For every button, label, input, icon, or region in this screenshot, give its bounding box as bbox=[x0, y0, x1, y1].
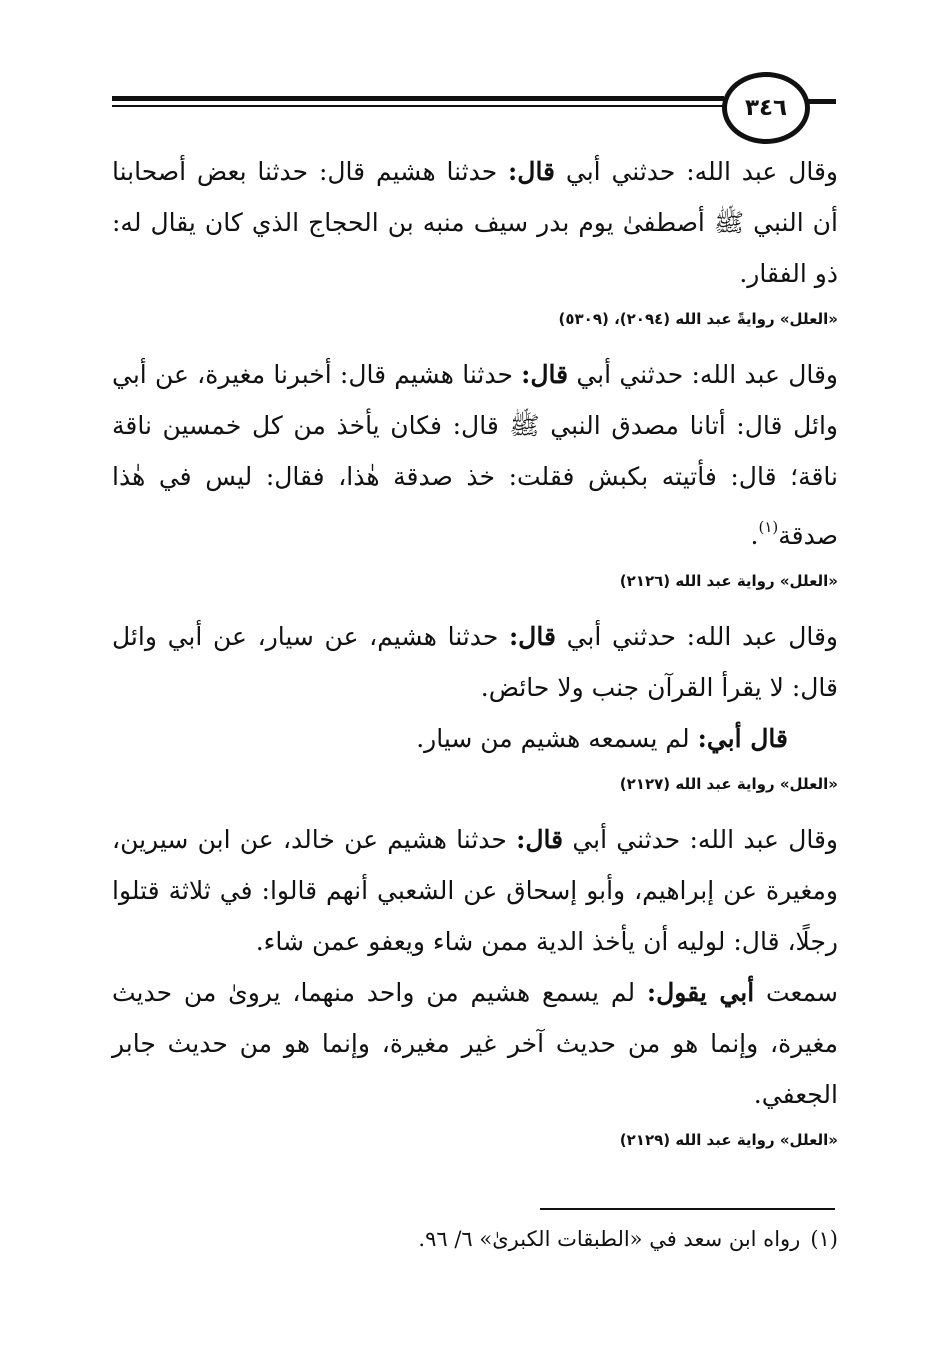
paragraph-4: قال أبي: لم يسمعه هشيم من سيار. bbox=[416, 724, 788, 753]
paragraph-2: وقال عبد الله: حدثني أبي قال: حدثنا هشيم قال: أخبرنا مغيرة، عن أبي وائل قال: أتانا مصدق النبي ﷺ قال: فكان يأخذ من كل خمسين ناقة ناقة؛ قال: فأتيته بكبش فقلت: خذ صدقة هٰذا، فقال: ليس في هٰذا صدقة$^{(١)}$. bbox=[112, 360, 838, 550]
footnote-marker: (١) bbox=[758, 518, 779, 536]
source-citation-1: «العلل» روايةً عبد الله (٢٠٩٤)، (٥٣٠٩) bbox=[558, 310, 838, 328]
source-citation-3: «العلل» رواية عبد الله (٢١٢٧) bbox=[619, 775, 838, 793]
header-rule-thin bbox=[112, 105, 724, 107]
paragraph-5: وقال عبد الله: حدثني أبي قال: حدثنا هشيم عن خالد، عن ابن سيرين، ومغيرة عن إبراهيم، وأبو إسحاق عن الشعبي أنهم قالوا: في ثلاثة قتلوا رجلًا، قال: لوليه أن يأخذ الدية ممن شاء ويعفو عمن شاء. bbox=[112, 825, 838, 956]
paragraph-6: سمعت أبي يقول: لم يسمع هشيم من واحد منهما، يروىٰ من حديث مغيرة، وإنما هو من حديث آخر غير مغيرة، وإنما هو من حديث جابر الجعفي. bbox=[112, 978, 838, 1109]
paragraph-1: وقال عبد الله: حدثني أبي قال: حدثنا هشيم قال: حدثنا بعض أصحابنا أن النبي ﷺ أصطفىٰ يوم بدر سيف منبه بن الحجاج الذي كان يقال له: ذو الفقار. bbox=[112, 157, 838, 288]
footnote bbox=[112, 1222, 838, 1256]
header-rule-thick bbox=[112, 96, 724, 101]
footnote-number: (١) bbox=[810, 1227, 838, 1251]
page-number: ٣٤٦ bbox=[722, 72, 810, 144]
header-rule-stub bbox=[808, 99, 836, 104]
source-citation-4: «العلل» رواية عبد الله (٢١٢٩) bbox=[619, 1131, 838, 1149]
paragraph-3: وقال عبد الله: حدثني أبي قال: حدثنا هشيم، عن سيار، عن أبي وائل قال: لا يقرأ القرآن جنب ولا حائض. bbox=[112, 622, 838, 702]
footnote-text: رواه ابن سعد في «الطبقات الكبرىٰ» ٦/ ٩٦. bbox=[418, 1227, 801, 1251]
footnote-separator bbox=[540, 1208, 835, 1210]
page-body bbox=[112, 146, 838, 1152]
source-citation-2: «العلل» رواية عبد الله (٢١٢٦) bbox=[619, 572, 838, 590]
